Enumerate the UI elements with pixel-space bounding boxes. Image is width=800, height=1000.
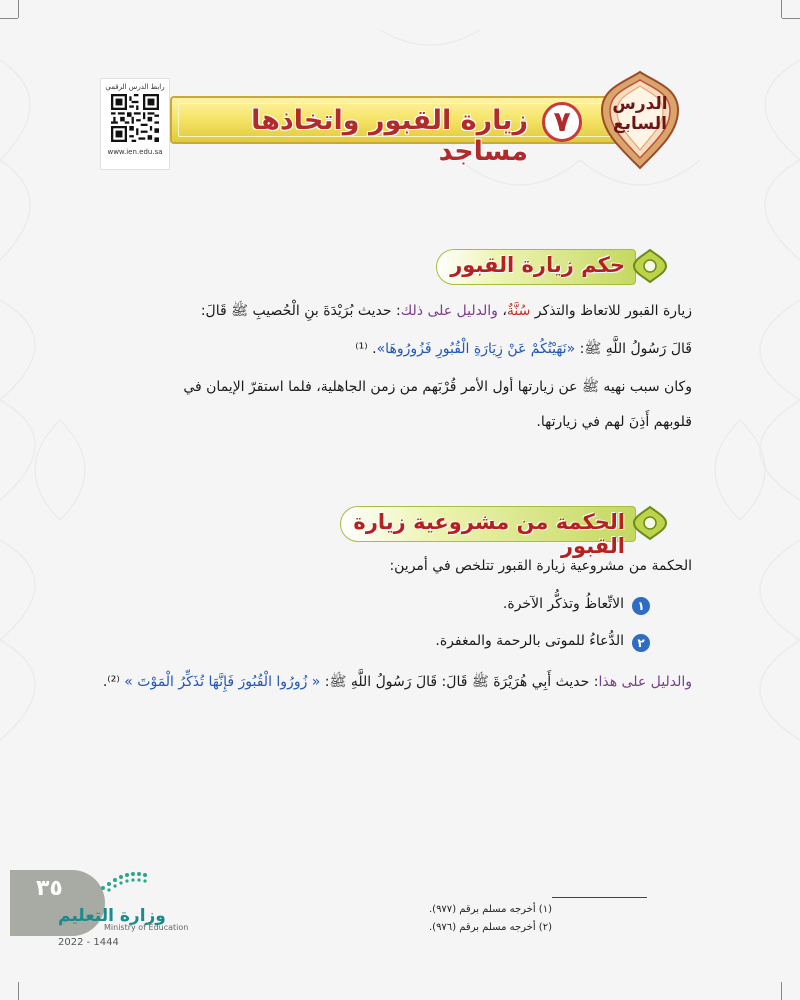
ministry-name-english: Ministry of Education — [104, 923, 189, 932]
list-number-badge: ٢ — [632, 634, 650, 652]
text-run: ، — [497, 303, 507, 319]
paragraph-reason: وكان سبب نهيه ﷺ عن زيارتها أول الأمر قُرْبَهم من زمن الجاهلية، فلما استقرّ الإيمان في — [183, 379, 692, 395]
paragraph-hadith-1 — [355, 340, 692, 360]
section-heading-wisdom — [340, 506, 636, 558]
crop-mark — [0, 18, 18, 19]
page-number: ٣٥ — [36, 876, 63, 901]
footnote-divider — [552, 897, 647, 898]
evidence-label: والدليل على هذا — [598, 674, 692, 690]
paragraph-wisdom-intro: الحكمة من مشروعية زيارة القبور تتلخص في أمرين: — [389, 558, 692, 574]
lesson-badge-line2: السابع — [613, 114, 667, 134]
text-run: : حديث أَبِي هُرَيْرَةَ ﷺ قَالَ: قَالَ رَسُولُ اللَّهِ ﷺ: — [320, 674, 599, 690]
list-item: الدُّعاءُ للموتى بالرحمة والمغفرة. — [435, 633, 624, 649]
paragraph-evidence — [103, 673, 692, 693]
crop-mark — [18, 982, 19, 1000]
list-number-badge: ١ — [632, 597, 650, 615]
footnote-ref: ⁽²⁾. — [102, 674, 125, 690]
crop-mark — [781, 0, 782, 18]
qr-url[interactable]: www.ien.edu.sa — [107, 148, 163, 156]
leaf-ornament-icon — [630, 503, 670, 543]
sunnah-highlight: سُنَّةٌ — [506, 303, 531, 319]
lesson-badge-line1: الدرس — [612, 94, 668, 114]
lesson-badge-text — [612, 94, 668, 134]
lesson-title-banner — [170, 96, 640, 167]
digital-lesson-qr-card[interactable] — [100, 78, 170, 170]
paragraph-ruling — [201, 302, 692, 322]
text-run: زيارة القبور للاتعاظ والتذكر — [530, 303, 692, 319]
list-item: الاتِّعاظُ وتذكُّر الآخرة. — [502, 596, 624, 612]
ministry-logo-icon — [95, 866, 155, 896]
leaf-ornament-icon — [630, 246, 670, 286]
lesson-title: زيارة القبور واتخاذها مساجد — [251, 105, 528, 167]
footnote: (٢) أخرجه مسلم برقم (٩٧٦). — [428, 922, 552, 933]
text-run: قَالَ رَسُولُ اللَّهِ ﷺ: — [575, 341, 692, 357]
qr-code-icon[interactable] — [111, 94, 159, 142]
paragraph-reason-cont: قلوبهم أَذِنَ لهم في زيارتها. — [536, 414, 692, 430]
qr-label: رابط الدرس الرقمي — [105, 83, 165, 91]
section-heading-ruling — [436, 249, 636, 285]
crop-mark — [782, 18, 800, 19]
footnote-ref: . ⁽¹⁾ — [355, 341, 377, 357]
lesson-number-badge: ٧ — [542, 102, 582, 142]
edition-year: 2022 - 1444 — [58, 937, 119, 948]
crop-mark — [18, 0, 19, 18]
footnote: (١) أخرجه مسلم برقم (٩٧٧). — [428, 904, 552, 915]
ministry-name-arabic: وزارة التعليم — [58, 906, 166, 926]
hadith-quote: « زُورُوا الْقُبُورَ فَإِنَّهَا تُذَكِّرُ الْمَوْتَ » — [124, 674, 321, 690]
section-heading-text: الحكمة من مشروعية زيارة القبور — [353, 510, 625, 558]
crop-mark — [781, 982, 782, 1000]
hadith-quote: «نَهَيْتُكُمْ عَنْ زِيَارَةِ الْقُبُورِ فَزُورُوهَا» — [376, 341, 576, 357]
text-run: : حديث بُرَيْدَةَ بنِ الْحُصيبِ ﷺ قَالَ: — [200, 303, 401, 319]
evidence-label: والدليل على ذلك — [400, 303, 498, 319]
section-heading-text: حكم زيارة القبور — [450, 253, 625, 277]
